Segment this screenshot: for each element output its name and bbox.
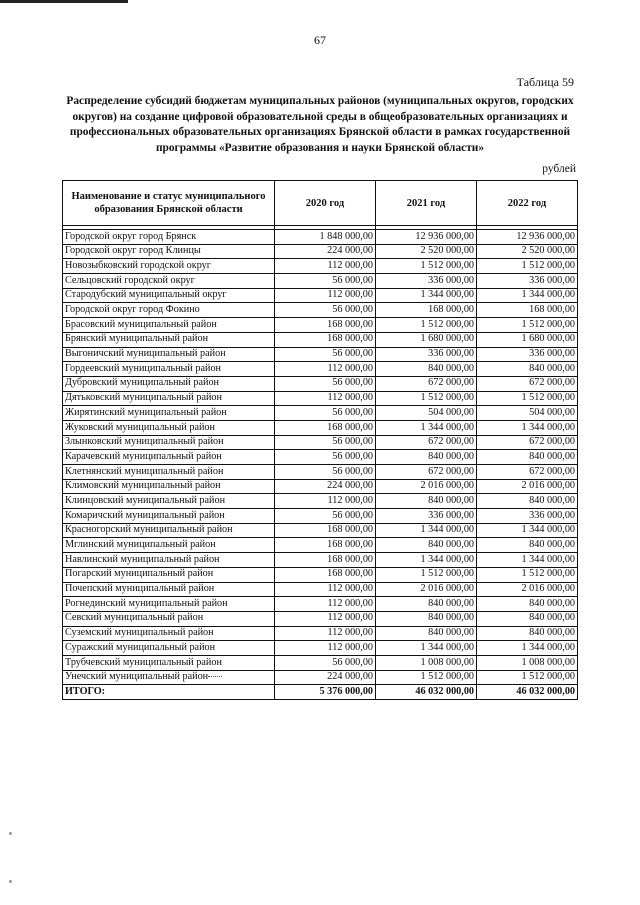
row-name: Навлинский муниципальный район (63, 553, 275, 568)
row-value-2022: 336 000,00 (477, 274, 578, 289)
row-name: Суземский муниципальный район (63, 626, 275, 641)
row-value-2021: 2 016 000,00 (376, 582, 477, 597)
row-name: Городской округ город Фокино (63, 303, 275, 318)
table-row (63, 509, 578, 524)
row-value-2022: 1 680 000,00 (477, 332, 578, 347)
row-value-2020: 1 848 000,00 (275, 230, 376, 245)
row-value-2020: 112 000,00 (275, 391, 376, 406)
row-value-2021: 336 000,00 (376, 509, 477, 524)
row-value-2021: 840 000,00 (376, 611, 477, 626)
row-value-2022: 1 008 000,00 (477, 655, 578, 670)
row-value-2020: 112 000,00 (275, 362, 376, 377)
row-value-2022: 840 000,00 (477, 626, 578, 641)
table-row (63, 479, 578, 494)
row-value-2022: 840 000,00 (477, 538, 578, 553)
row-value-2020: 112 000,00 (275, 641, 376, 656)
table-row (63, 391, 578, 406)
row-value-2020: 56 000,00 (275, 347, 376, 362)
row-name: Мглинский муниципальный район (63, 538, 275, 553)
row-value-2021: 1 512 000,00 (376, 567, 477, 582)
table-row (63, 670, 578, 685)
row-value-2022: 1 512 000,00 (477, 318, 578, 333)
header-name: Наименование и статус муниципального образования Брянской области (63, 181, 275, 226)
row-name: Комаричский муниципальный район (63, 509, 275, 524)
table-row (63, 406, 578, 421)
row-value-2020: 112 000,00 (275, 611, 376, 626)
table-row (63, 288, 578, 303)
row-value-2020: 168 000,00 (275, 523, 376, 538)
total-2021: 46 032 000,00 (376, 685, 477, 700)
row-value-2022: 1 344 000,00 (477, 553, 578, 568)
row-value-2020: 112 000,00 (275, 494, 376, 509)
total-label: ИТОГО: (63, 685, 275, 700)
row-value-2022: 840 000,00 (477, 362, 578, 377)
table-row (63, 553, 578, 568)
table-row (63, 641, 578, 656)
row-value-2021: 504 000,00 (376, 406, 477, 421)
table-row (63, 582, 578, 597)
row-value-2020: 56 000,00 (275, 655, 376, 670)
row-value-2022: 504 000,00 (477, 406, 578, 421)
row-value-2022: 1 512 000,00 (477, 391, 578, 406)
row-name: Стародубский муниципальный округ (63, 288, 275, 303)
table-row (63, 435, 578, 450)
row-value-2022: 1 344 000,00 (477, 288, 578, 303)
row-value-2021: 672 000,00 (376, 465, 477, 480)
top-rule (0, 0, 128, 3)
row-value-2021: 1 680 000,00 (376, 332, 477, 347)
row-value-2020: 224 000,00 (275, 670, 376, 685)
row-name: Севский муниципальный район (63, 611, 275, 626)
table-row (63, 420, 578, 435)
row-name: Дубровский муниципальный район (63, 376, 275, 391)
row-value-2020: 168 000,00 (275, 332, 376, 347)
table-row (63, 259, 578, 274)
row-value-2021: 1 008 000,00 (376, 655, 477, 670)
row-name: Красногорский муниципальный район (63, 523, 275, 538)
total-2022: 46 032 000,00 (477, 685, 578, 700)
row-name: Городской округ город Брянск (63, 230, 275, 245)
row-value-2022: 1 344 000,00 (477, 523, 578, 538)
row-value-2022: 1 512 000,00 (477, 670, 578, 685)
table-row (63, 597, 578, 612)
row-value-2022: 12 936 000,00 (477, 230, 578, 245)
row-value-2021: 336 000,00 (376, 347, 477, 362)
table-row (63, 450, 578, 465)
row-value-2020: 224 000,00 (275, 244, 376, 259)
row-value-2022: 168 000,00 (477, 303, 578, 318)
row-value-2022: 672 000,00 (477, 465, 578, 480)
row-name: Клинцовский муниципальный район (63, 494, 275, 509)
row-name: Карачевский муниципальный район (63, 450, 275, 465)
total-2020: 5 376 000,00 (275, 685, 376, 700)
row-name: Климовский муниципальный район (63, 479, 275, 494)
table-row (63, 230, 578, 245)
row-value-2021: 1 512 000,00 (376, 391, 477, 406)
row-value-2021: 1 512 000,00 (376, 318, 477, 333)
table-row (63, 362, 578, 377)
row-name: Брянский муниципальный район (63, 332, 275, 347)
scan-dot (9, 880, 12, 883)
row-value-2020: 112 000,00 (275, 288, 376, 303)
table-row (63, 626, 578, 641)
row-value-2020: 112 000,00 (275, 626, 376, 641)
row-value-2021: 1 512 000,00 (376, 259, 477, 274)
table-row (63, 347, 578, 362)
row-name: Жирятинский муниципальный район (63, 406, 275, 421)
row-value-2020: 112 000,00 (275, 597, 376, 612)
row-name: Трубчевский муниципальный район (63, 655, 275, 670)
subsidy-table (62, 180, 578, 700)
page-number: 67 (314, 33, 326, 47)
row-value-2022: 672 000,00 (477, 376, 578, 391)
table-row (63, 611, 578, 626)
table-row (63, 332, 578, 347)
row-value-2020: 168 000,00 (275, 553, 376, 568)
row-value-2021: 12 936 000,00 (376, 230, 477, 245)
table-row (63, 523, 578, 538)
row-value-2020: 168 000,00 (275, 538, 376, 553)
row-value-2022: 1 344 000,00 (477, 420, 578, 435)
row-value-2022: 840 000,00 (477, 450, 578, 465)
table-label: Таблица 59 (516, 75, 574, 89)
header-2021: 2021 год (376, 181, 477, 226)
row-name: Рогнединский муниципальный район (63, 597, 275, 612)
row-value-2020: 56 000,00 (275, 465, 376, 480)
row-name: Суражский муниципальный район (63, 641, 275, 656)
table-row (63, 655, 578, 670)
row-value-2022: 672 000,00 (477, 435, 578, 450)
row-name: Городской округ город Клинцы (63, 244, 275, 259)
row-value-2021: 840 000,00 (376, 362, 477, 377)
row-value-2021: 1 344 000,00 (376, 288, 477, 303)
row-value-2021: 840 000,00 (376, 626, 477, 641)
row-value-2021: 840 000,00 (376, 538, 477, 553)
table-header-row (63, 181, 578, 226)
row-value-2021: 840 000,00 (376, 494, 477, 509)
row-value-2022: 336 000,00 (477, 509, 578, 524)
row-name: Погарский муниципальный район (63, 567, 275, 582)
row-value-2021: 1 344 000,00 (376, 523, 477, 538)
row-value-2022: 2 016 000,00 (477, 479, 578, 494)
row-value-2021: 1 344 000,00 (376, 553, 477, 568)
row-value-2020: 168 000,00 (275, 420, 376, 435)
row-value-2020: 112 000,00 (275, 259, 376, 274)
row-value-2020: 56 000,00 (275, 450, 376, 465)
unit-label: рублей (542, 163, 576, 175)
row-value-2022: 2 520 000,00 (477, 244, 578, 259)
scan-dot (9, 832, 12, 835)
row-value-2020: 56 000,00 (275, 435, 376, 450)
row-value-2021: 840 000,00 (376, 450, 477, 465)
table-row (63, 274, 578, 289)
row-name: Брасовский муниципальный район (63, 318, 275, 333)
row-value-2020: 56 000,00 (275, 509, 376, 524)
row-name: Сельцовский городской округ (63, 274, 275, 289)
row-value-2021: 1 344 000,00 (376, 420, 477, 435)
row-name: Дятьковский муниципальный район (63, 391, 275, 406)
row-value-2022: 1 512 000,00 (477, 567, 578, 582)
row-value-2021: 1 344 000,00 (376, 641, 477, 656)
document-title: Распределение субсидий бюджетам муниципальных районов (муниципальных округов, городских округов) на создание цифровой образовательной среды в общеобразовательных организациях и профессиональных образовательных организациях Брянской области в рамках государственной программы «Развитие образования и науки Брянской области» (66, 95, 574, 154)
row-value-2020: 168 000,00 (275, 318, 376, 333)
table-row (63, 538, 578, 553)
row-value-2020: 56 000,00 (275, 274, 376, 289)
total-row (63, 685, 578, 700)
row-value-2021: 840 000,00 (376, 597, 477, 612)
row-value-2020: 224 000,00 (275, 479, 376, 494)
row-value-2020: 168 000,00 (275, 567, 376, 582)
header-2020: 2020 год (275, 181, 376, 226)
row-name: Гордеевский муниципальный район (63, 362, 275, 377)
table-row (63, 376, 578, 391)
ink-mark (208, 676, 222, 680)
row-name: Клетнянский муниципальный район (63, 465, 275, 480)
row-value-2021: 2 520 000,00 (376, 244, 477, 259)
row-name: Жуковский муниципальный район (63, 420, 275, 435)
row-value-2022: 2 016 000,00 (477, 582, 578, 597)
row-name: Злынковский муниципальный район (63, 435, 275, 450)
row-name: Почепский муниципальный район (63, 582, 275, 597)
row-value-2022: 1 512 000,00 (477, 259, 578, 274)
row-name: Новозыбковский городской округ (63, 259, 275, 274)
table-row (63, 244, 578, 259)
row-value-2022: 1 344 000,00 (477, 641, 578, 656)
row-value-2022: 336 000,00 (477, 347, 578, 362)
row-name: Выгоничский муниципальный район (63, 347, 275, 362)
row-value-2020: 56 000,00 (275, 406, 376, 421)
table-row (63, 567, 578, 582)
table-row (63, 303, 578, 318)
row-value-2021: 336 000,00 (376, 274, 477, 289)
row-value-2020: 56 000,00 (275, 303, 376, 318)
row-value-2022: 840 000,00 (477, 611, 578, 626)
row-value-2021: 1 512 000,00 (376, 670, 477, 685)
row-value-2021: 168 000,00 (376, 303, 477, 318)
row-value-2021: 672 000,00 (376, 376, 477, 391)
row-value-2020: 56 000,00 (275, 376, 376, 391)
row-name: Унечский муниципальный район (63, 670, 275, 685)
header-2022: 2022 год (477, 181, 578, 226)
table-row (63, 318, 578, 333)
row-value-2020: 112 000,00 (275, 582, 376, 597)
table-row (63, 465, 578, 480)
row-value-2022: 840 000,00 (477, 494, 578, 509)
row-value-2022: 840 000,00 (477, 597, 578, 612)
row-value-2021: 2 016 000,00 (376, 479, 477, 494)
row-value-2021: 672 000,00 (376, 435, 477, 450)
table-row (63, 494, 578, 509)
